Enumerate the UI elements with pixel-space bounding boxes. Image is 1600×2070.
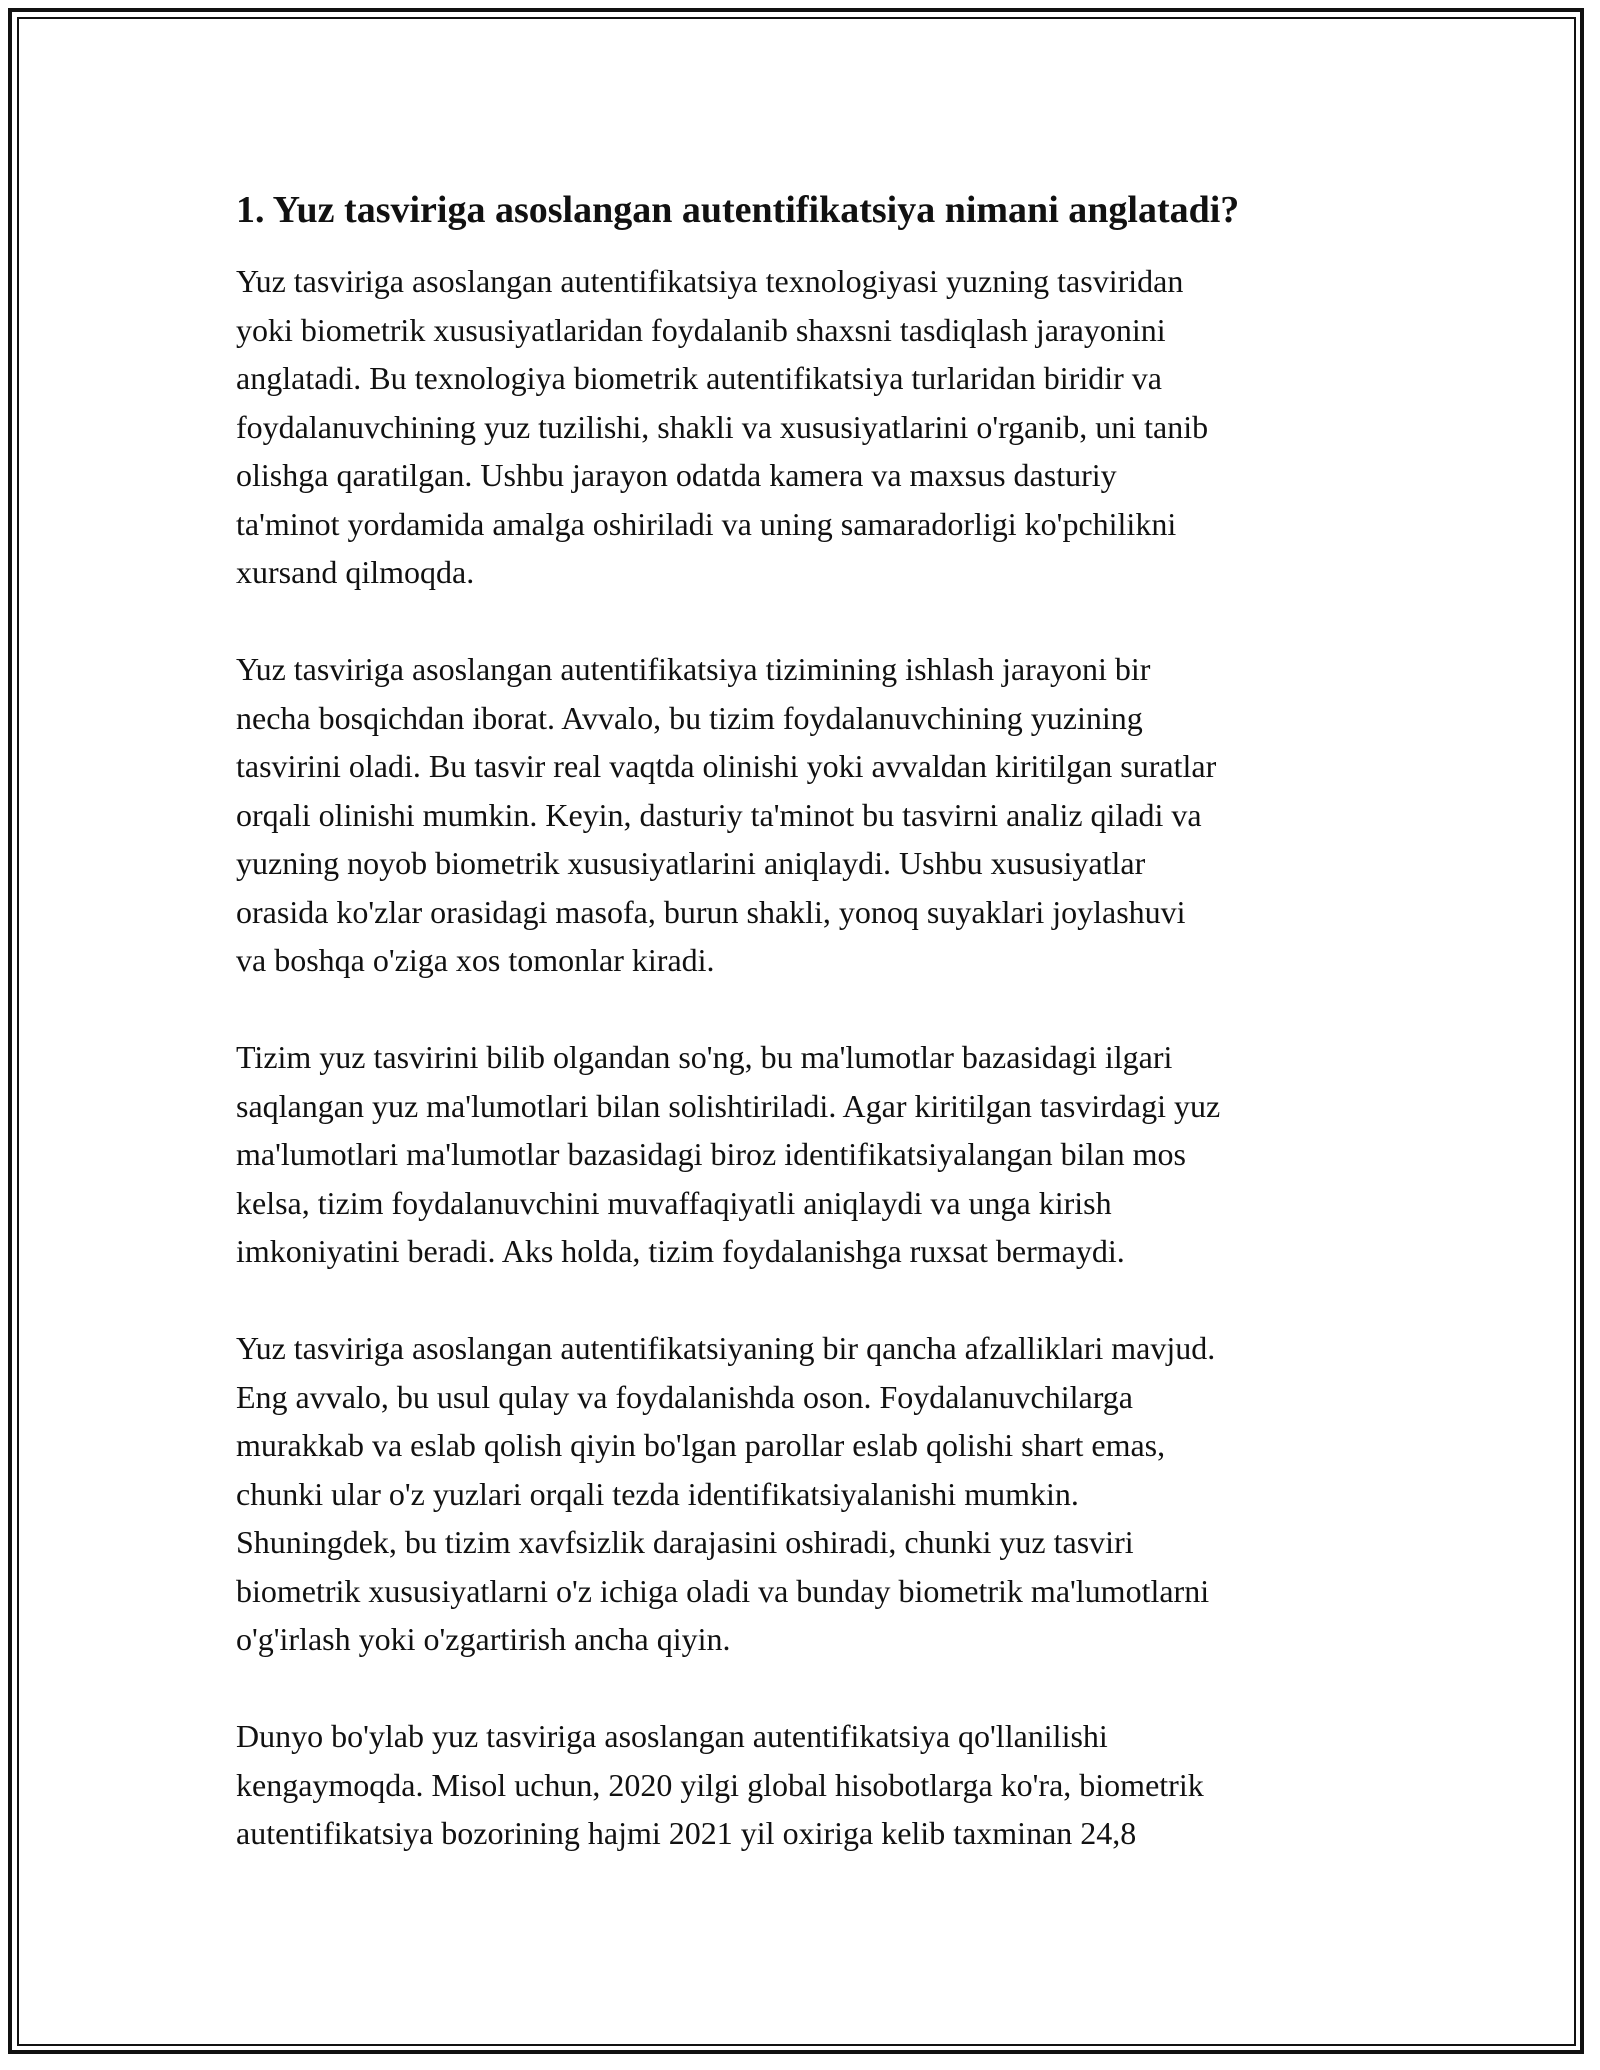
text-line: yuzning noyob biometrik xususiyatlarini aniqlaydi. Ushbu xususiyatlar (236, 845, 1146, 881)
text-line: Tizim yuz tasvirini bilib olgandan so'ng, bu ma'lumotlar bazasidagi ilgari (236, 1039, 1173, 1075)
paragraph-5 (236, 1712, 1376, 1858)
text-line: Eng avvalo, bu usul qulay va foydalanishda oson. Foydalanuvchilarga (236, 1378, 1133, 1415)
text-line: Yuz tasviriga asoslangan autentifikatsiya tizimining ishlash jarayoni bir (236, 651, 1151, 687)
text-line: biometrik xususiyatlarni o'z ichiga oladi va bunday biometrik ma'lumotlarni (236, 1572, 1210, 1609)
text-line: imkoniyatini beradi. Aks holda, tizim foydalanishga ruxsat bermaydi. (236, 1233, 1125, 1269)
document-page (236, 185, 1376, 1906)
text-line: ma'lumotlari ma'lumotlar bazasidagi biroz identifikatsiyalangan bilan mos (236, 1136, 1186, 1172)
paragraph-1 (236, 257, 1376, 597)
text-line: xursand qilmoqda. (236, 554, 475, 590)
text-line: kelsa, tizim foydalanuvchini muvaffaqiyatli aniqlaydi va unga kirish (236, 1184, 1112, 1221)
text-line: ta'minot yordamida amalga oshiriladi va uning samaradorligi ko'pchilikni (236, 505, 1177, 542)
text-line: Shuningdek, bu tizim xavfsizlik darajasini oshiradi, chunki yuz tasviri (236, 1524, 1134, 1560)
text-line: orasida ko'zlar orasidagi masofa, burun shakli, yonoq suyaklari joylashuvi (236, 893, 1186, 930)
text-line: murakkab va eslab qolish qiyin bo'lgan parollar eslab qolishi shart emas, (236, 1427, 1166, 1463)
section-heading: 1. Yuz tasviriga asoslangan autentifikatsiya nimani anglatadi? (236, 189, 1240, 231)
text-line: chunki ular o'z yuzlari orqali tezda identifikatsiyalanishi mumkin. (236, 1475, 1079, 1512)
text-line: tasvirini oladi. Bu tasvir real vaqtda olinishi yoki avvaldan kiritilgan suratlar (236, 748, 1217, 784)
text-line: anglatadi. Bu texnologiya biometrik autentifikatsiya turlaridan biridir va (236, 360, 1162, 396)
text-line: Dunyo bo'ylab yuz tasviriga asoslangan autentifikatsiya qo'llanilishi (236, 1718, 1108, 1754)
text-line: kengaymoqda. Misol uchun, 2020 yilgi global hisobotlarga ko'ra, biometrik (236, 1766, 1204, 1803)
text-line: o'g'irlash yoki o'zgartirish ancha qiyin. (236, 1621, 731, 1657)
text-line: Yuz tasviriga asoslangan autentifikatsiya texnologiyasi yuzning tasviridan (236, 263, 1184, 299)
text-line: autentifikatsiya bozorining hajmi 2021 yil oxiriga kelib taxminan 24,8 (236, 1815, 1137, 1851)
paragraph-4 (236, 1324, 1376, 1664)
text-line: va boshqa o'ziga xos tomonlar kiradi. (236, 942, 715, 978)
text-line: Yuz tasviriga asoslangan autentifikatsiyaning bir qancha afzalliklari mavjud. (236, 1330, 1216, 1366)
text-line: saqlangan yuz ma'lumotlari bilan solishtiriladi. Agar kiritilgan tasvirdagi yuz (236, 1087, 1221, 1124)
text-line: olishga qaratilgan. Ushbu jarayon odatda kamera va maxsus dasturiy (236, 457, 1117, 493)
text-line: foydalanuvchining yuz tuzilishi, shakli va xususiyatlarini o'rganib, uni tanib (236, 408, 1209, 445)
text-line: orqali olinishi mumkin. Keyin, dasturiy ta'minot bu tasvirni analiz qiladi va (236, 796, 1202, 833)
paragraph-2 (236, 645, 1376, 985)
text-line: yoki biometrik xususiyatlaridan foydalanib shaxsni tasdiqlash jarayonini (236, 311, 1166, 348)
paragraph-3 (236, 1033, 1376, 1276)
text-line: necha bosqichdan iborat. Avvalo, bu tizim foydalanuvchining yuzining (236, 699, 1143, 736)
